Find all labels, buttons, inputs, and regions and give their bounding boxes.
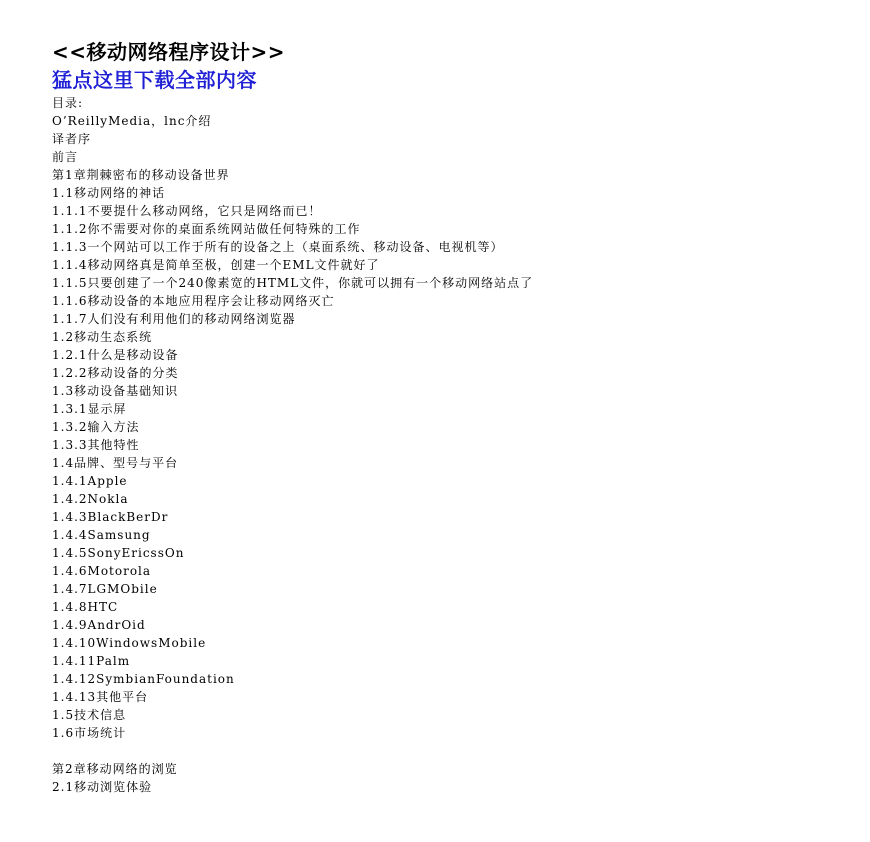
toc-entry: 1.1移动网络的神话	[52, 186, 166, 200]
toc-entry: 1.4.8HTC	[52, 600, 119, 614]
toc-entry: 1.4.13其他平台	[52, 690, 149, 704]
toc-entry: 1.3.2输入方法	[52, 420, 140, 434]
toc-entry: 第1章荆棘密布的移动设备世界	[52, 168, 230, 182]
toc-entry: 1.1.2你不需要对你的桌面系统网站做任何特殊的工作	[52, 222, 361, 236]
toc-entry: O’ReillyMedia，lnc介绍	[52, 114, 212, 128]
toc-entry: 译者序	[52, 132, 92, 146]
toc-entry: 1.2.2移动设备的分类	[52, 366, 179, 380]
toc-entry: 1.4.9AndrOid	[52, 618, 146, 632]
toc-entry: 1.4.12SymbianFoundation	[52, 672, 235, 686]
toc-entry: 1.4.5SonyEricssOn	[52, 546, 185, 560]
toc-entry: 1.4.11Palm	[52, 654, 131, 668]
toc-entry: 1.4.6Motorola	[52, 564, 152, 578]
toc-entry: 1.1.6移动设备的本地应用程序会让移动网络灭亡	[52, 294, 335, 308]
toc-entry: 1.5技术信息	[52, 708, 127, 722]
toc-entry: 1.1.3一个网站可以工作于所有的设备之上（桌面系统、移动设备、电视机等）	[52, 240, 504, 254]
toc-entry: 1.3.3其他特性	[52, 438, 140, 452]
toc-entry: 1.1.5只要创建了一个240像素宽的HTML文件，你就可以拥有一个移动网络站点了	[52, 276, 534, 290]
toc-entry: 1.1.1不要提什么移动网络，它只是网络而已！	[52, 204, 322, 218]
toc-entry: 1.2.1什么是移动设备	[52, 348, 179, 362]
toc-entry: 1.4.1Apple	[52, 474, 128, 488]
toc-entry: 1.4品牌、型号与平台	[52, 456, 179, 470]
toc-entry: 1.4.4Samsung	[52, 528, 151, 542]
toc-entry: 1.4.2Nokla	[52, 492, 129, 506]
toc-entry: 第2章移动网络的浏览	[52, 762, 178, 776]
toc-entry: 1.4.7LGMObile	[52, 582, 158, 596]
download-all-link[interactable]: 猛点这里下载全部内容	[52, 68, 257, 92]
toc-entry: 1.4.3BlackBerDr	[52, 510, 169, 524]
toc-entry: 1.3.1显示屏	[52, 402, 127, 416]
document-title: <<移动网络程序设计>>	[52, 40, 286, 64]
toc-entry: 1.4.10WindowsMobile	[52, 636, 207, 650]
toc-entry: 1.6市场统计	[52, 726, 127, 740]
table-of-contents	[52, 94, 852, 796]
document	[52, 38, 852, 796]
toc-entry: 1.1.7人们没有利用他们的移动网络浏览器	[52, 312, 296, 326]
toc-entry: 前言	[52, 150, 79, 164]
toc-spacer	[52, 742, 852, 760]
toc-entry: 目录:	[52, 96, 84, 110]
toc-entry: 1.2移动生态系统	[52, 330, 153, 344]
toc-entry: 1.3移动设备基础知识	[52, 384, 179, 398]
toc-entry: 2.1移动浏览体验	[52, 780, 153, 794]
toc-entry: 1.1.4移动网络真是简单至极，创建一个EML文件就好了	[52, 258, 380, 272]
